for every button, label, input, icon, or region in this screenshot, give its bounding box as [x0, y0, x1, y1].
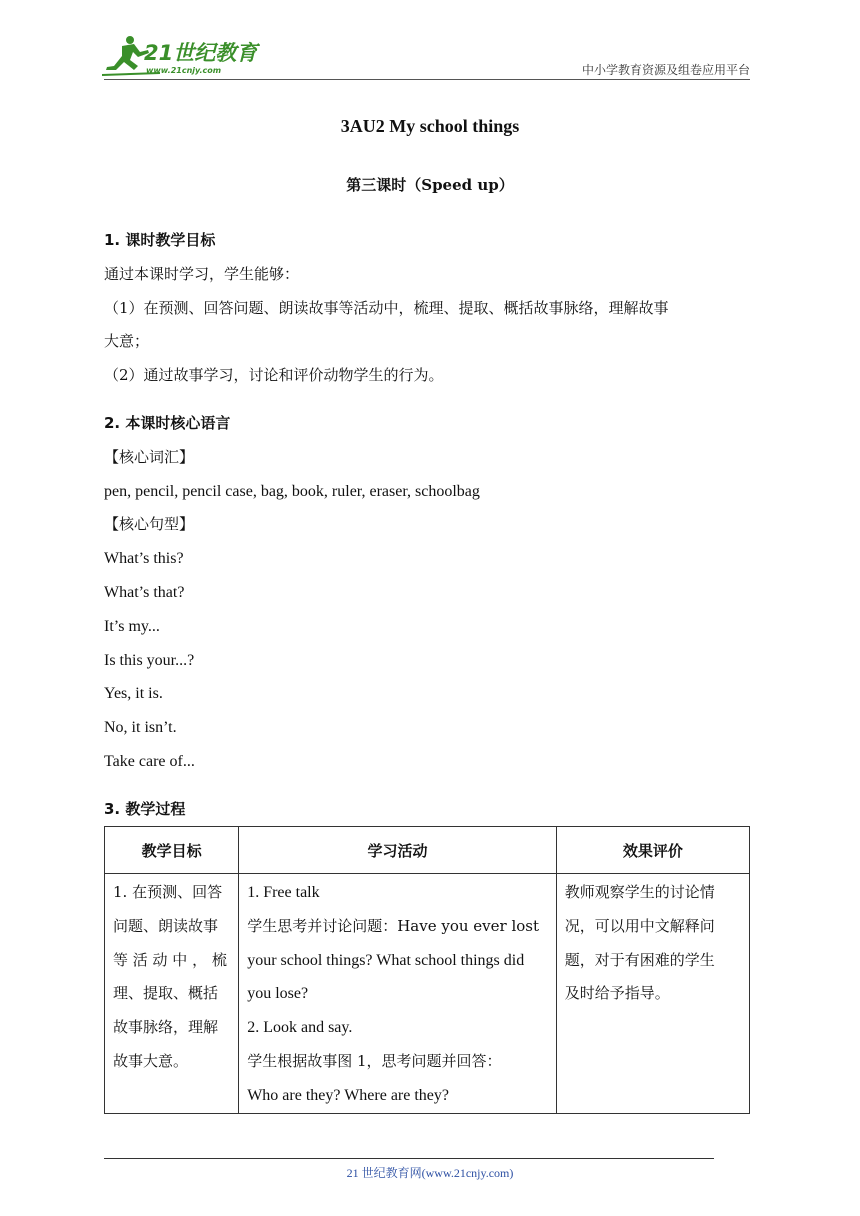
document-body	[104, 224, 754, 827]
goals-intro: 通过本课时学习，学生能够：	[104, 264, 300, 283]
activity-cell	[239, 874, 556, 1114]
goal-line: 理、提取、概括	[113, 984, 219, 1003]
page-title: 3AU2 My school things	[340, 116, 520, 136]
sentence-item: Yes, it is.	[104, 685, 163, 703]
vocab-list: pen, pencil, pencil case, bag, book, ruler, eraser, schoolbag	[104, 482, 480, 500]
goal-line: 故事脉络，理解	[113, 1018, 219, 1037]
page-subtitle: 第三课时（Speed up）	[346, 176, 514, 194]
goal-line: 问题、朗读故事	[113, 916, 219, 935]
goal-line: 等 活 动 中 ， 梳	[113, 950, 227, 969]
21cnjy-logo	[100, 34, 260, 76]
activity-line: 2. Look and say.	[247, 1019, 353, 1037]
sentence-item: Take care of...	[104, 752, 195, 770]
svg-text:www.21cnjy.com: www.21cnjy.com	[146, 66, 222, 75]
goal-1-line-2: 大意；	[104, 332, 150, 351]
section-heading-language: 2. 本课时核心语言	[104, 413, 231, 432]
sentence-label: 【核心句型】	[104, 515, 195, 534]
goal-1-line-1: （1）在预测、回答问题、朗读故事等活动中，梳理、提取、概括故事脉络，理解故事	[104, 298, 669, 317]
goal-line: 1. 在预测、回答	[113, 883, 223, 901]
activity-line: your school things? What school things did	[247, 951, 525, 969]
evaluation-line: 及时给予指导。	[564, 984, 670, 1003]
page-header	[104, 34, 750, 78]
teaching-process-table	[104, 826, 750, 1114]
sentence-item: It’s my...	[104, 617, 160, 635]
footer-divider	[104, 1158, 714, 1159]
table-row	[105, 874, 750, 1114]
sentence-item: What’s this?	[104, 550, 184, 568]
sentence-item: Is this your...?	[104, 651, 195, 669]
evaluation-line: 题，对于有困难的学生	[564, 950, 715, 969]
evaluation-cell	[556, 874, 749, 1114]
activity-line: 1. Free talk	[247, 884, 320, 901]
table-header-row	[105, 827, 750, 874]
table-header-activity: 学习活动	[239, 827, 556, 874]
activity-line: Who are they? Where are they?	[247, 1086, 450, 1104]
table-header-goal: 教学目标	[105, 827, 239, 874]
sentence-item: No, it isn’t.	[104, 719, 177, 737]
vocab-label: 【核心词汇】	[104, 447, 195, 466]
activity-line: you lose?	[247, 985, 309, 1003]
table-header-evaluation: 效果评价	[556, 827, 749, 874]
evaluation-line: 教师观察学生的讨论情	[564, 883, 715, 901]
sentence-item: What’s that?	[104, 583, 185, 601]
goal-2: （2）通过故事学习，讨论和评价动物学生的行为。	[104, 366, 444, 385]
section-heading-process: 3. 教学过程	[104, 799, 186, 818]
goal-cell	[105, 874, 239, 1114]
activity-line: 学生根据故事图 1，思考问题并回答：	[247, 1051, 502, 1070]
header-platform-text: 中小学教育资源及组卷应用平台	[581, 63, 750, 77]
svg-text:21世纪教育: 21世纪教育	[144, 41, 258, 65]
activity-line: 学生思考并讨论问题：Have you ever lost	[247, 916, 540, 935]
header-divider	[104, 79, 750, 80]
goal-line: 故事大意。	[113, 1051, 189, 1070]
section-heading-goals: 1. 课时教学目标	[104, 231, 216, 249]
footer-text: 21 世纪教育网(www.21cnjy.com)	[346, 1166, 514, 1180]
evaluation-line: 况，可以用中文解释问	[564, 916, 715, 935]
